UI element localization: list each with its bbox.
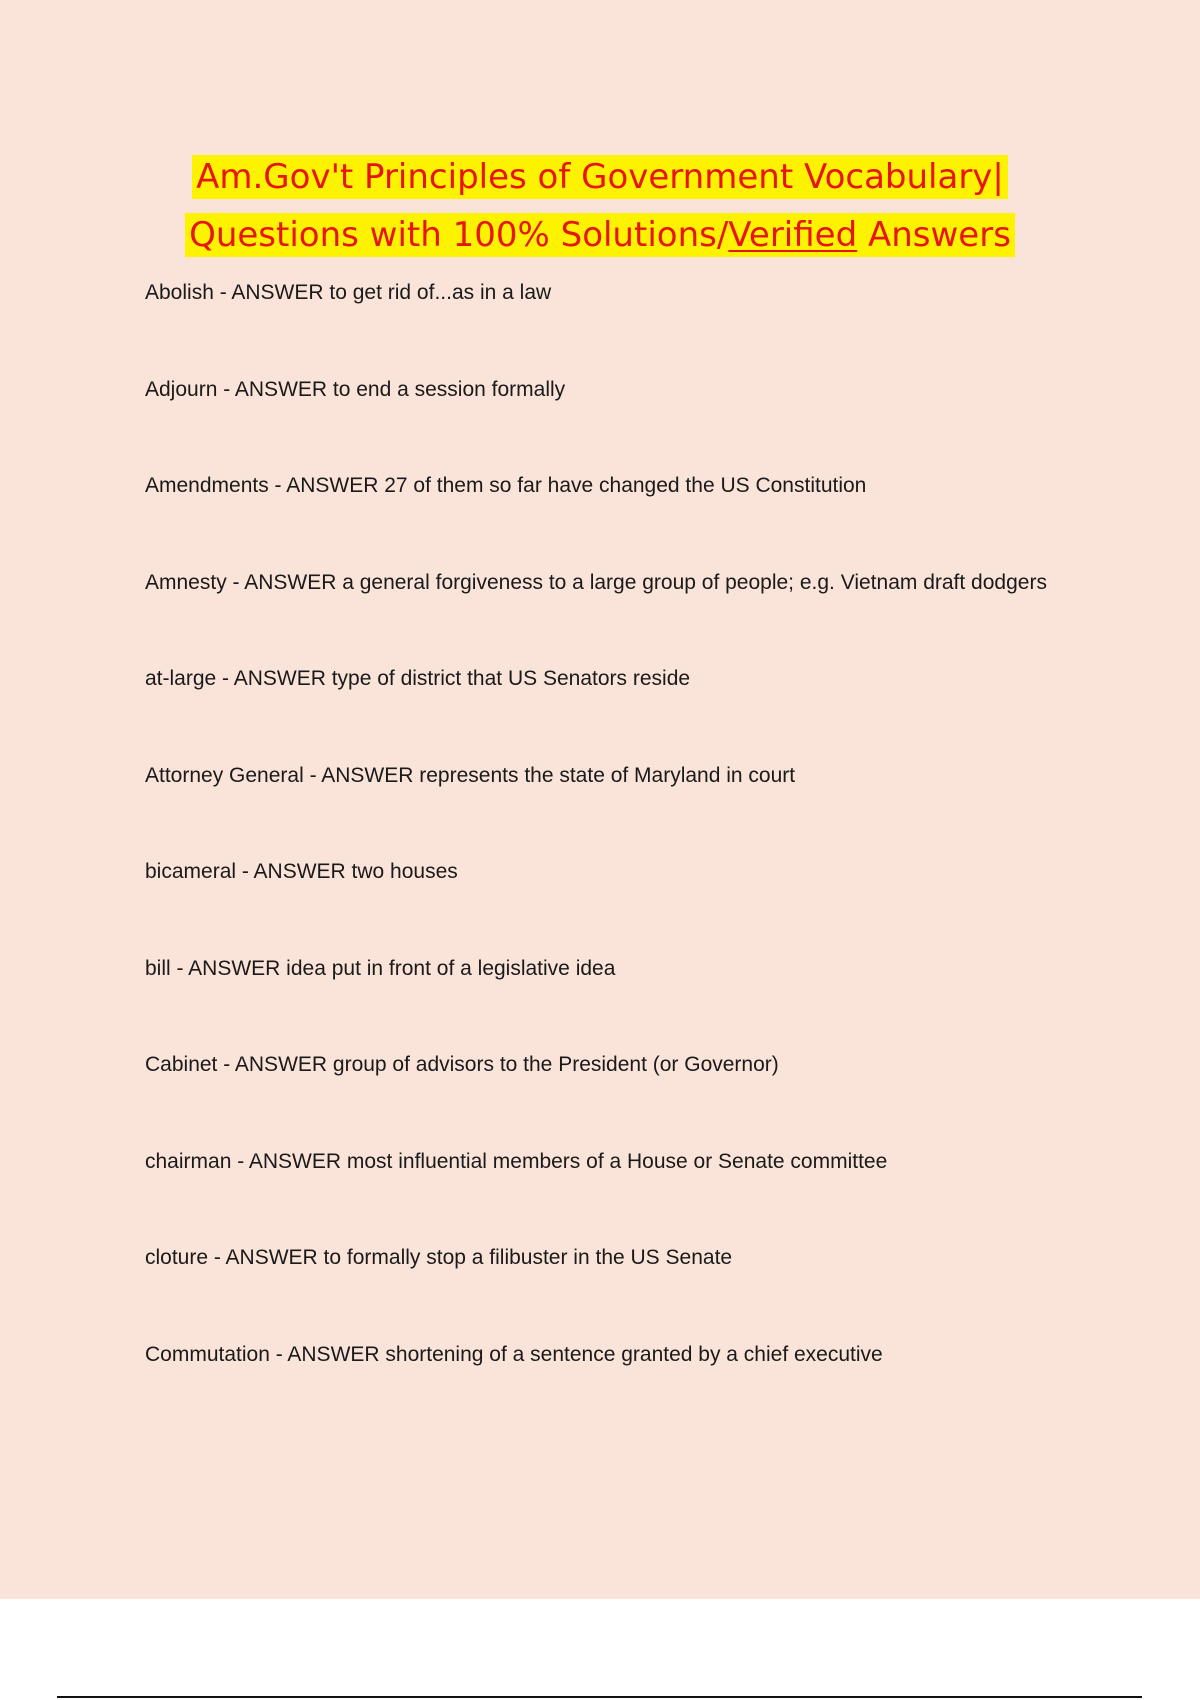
title-line-2 bbox=[185, 213, 1015, 257]
title-verified-word: Verified bbox=[728, 215, 858, 255]
vocabulary-entry: Cabinet - ANSWER group of advisors to the President (or Governor) bbox=[145, 1053, 779, 1076]
vocabulary-entry: Adjourn - ANSWER to end a session formally bbox=[145, 377, 566, 401]
vocabulary-entry: Attorney General - ANSWER represents the state of Maryland in court bbox=[145, 763, 796, 787]
title-line-2-text-end: Answers bbox=[857, 215, 1011, 255]
vocabulary-entry: Commutation - ANSWER shortening of a sentence granted by a chief executive bbox=[145, 1342, 883, 1366]
vocabulary-entry: bicameral - ANSWER two houses bbox=[145, 860, 458, 883]
vocabulary-entry: at-large - ANSWER type of district that US Senators reside bbox=[145, 667, 691, 690]
title-line-1 bbox=[192, 155, 1008, 199]
footer-divider bbox=[57, 1696, 1142, 1698]
document-title bbox=[0, 148, 1200, 264]
vocabulary-entry: chairman - ANSWER most influential members of a House or Senate committee bbox=[145, 1149, 888, 1173]
vocabulary-list bbox=[145, 278, 1145, 1436]
vocabulary-entry: Abolish - ANSWER to get rid of...as in a law bbox=[145, 281, 552, 304]
title-line-2-text-start: Questions with 100% Solutions/ bbox=[189, 215, 729, 255]
vocabulary-entry: Amendments - ANSWER 27 of them so far have changed the US Constitution bbox=[145, 474, 867, 497]
title-line-1-text: Am.Gov't Principles of Government Vocabulary| bbox=[196, 157, 1004, 197]
vocabulary-entry: Amnesty - ANSWER a general forgiveness to a large group of people; e.g. Vietnam draft dodgers bbox=[145, 570, 1047, 594]
vocabulary-entry: bill - ANSWER idea put in front of a legislative idea bbox=[145, 956, 616, 980]
vocabulary-entry: cloture - ANSWER to formally stop a filibuster in the US Senate bbox=[145, 1246, 733, 1269]
